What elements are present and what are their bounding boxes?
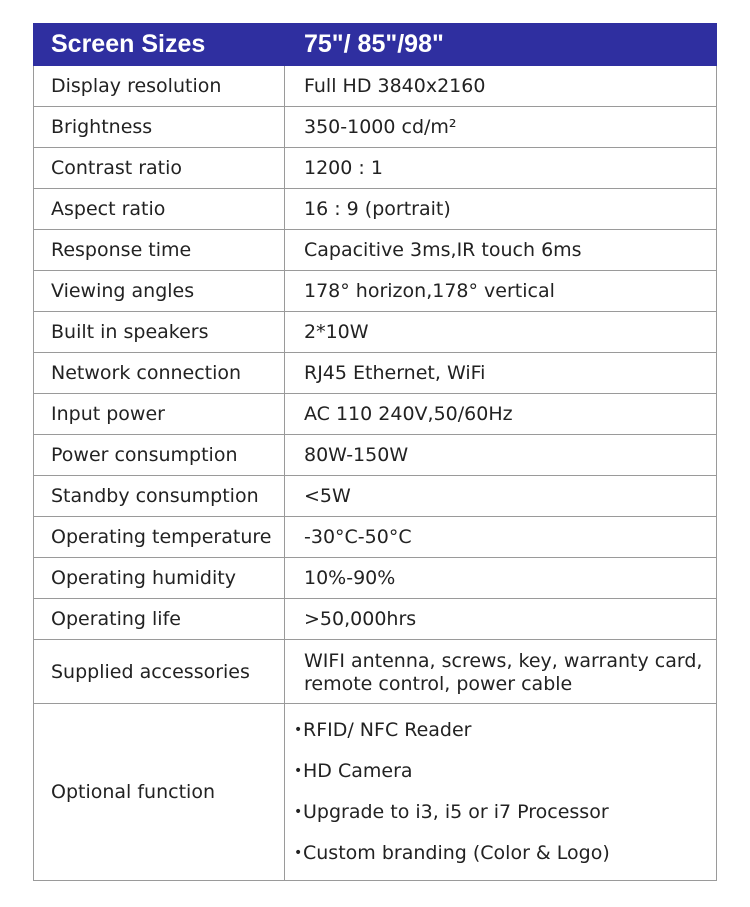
table-row <box>34 353 717 394</box>
row-value: 1200 : 1 <box>285 148 717 189</box>
table-row <box>34 107 717 148</box>
row-label: Operating life <box>34 599 285 640</box>
spec-table <box>33 23 717 881</box>
row-label: Standby consumption <box>34 476 285 517</box>
row-label: Network connection <box>34 353 285 394</box>
row-label: Operating humidity <box>34 558 285 599</box>
optional-function-row <box>34 704 717 881</box>
header-screen-sizes: Screen Sizes <box>34 24 285 66</box>
row-value: 16 : 9 (portrait) <box>285 189 717 230</box>
row-label: Contrast ratio <box>34 148 285 189</box>
header-row <box>34 24 717 66</box>
row-label: Brightness <box>34 107 285 148</box>
list-item <box>294 757 716 798</box>
row-label: Response time <box>34 230 285 271</box>
row-value: 350-1000 cd/m² <box>285 107 717 148</box>
row-label: Aspect ratio <box>34 189 285 230</box>
row-label: Display resolution <box>34 66 285 107</box>
table-row <box>34 189 717 230</box>
row-label: Optional function <box>34 704 285 881</box>
row-value: -30°C-50°C <box>285 517 717 558</box>
table-row <box>34 517 717 558</box>
table-row <box>34 640 717 704</box>
table-row <box>34 599 717 640</box>
optional-function-list-cell <box>285 704 717 881</box>
list-item-text: Upgrade to i3, i5 or i7 Processor <box>303 801 609 823</box>
header-sizes-value: 75"/ 85"/98" <box>285 24 717 66</box>
row-value: AC 110 240V,50/60Hz <box>285 394 717 435</box>
row-value: RJ45 Ethernet, WiFi <box>285 353 717 394</box>
row-label: Power consumption <box>34 435 285 476</box>
row-label: Built in speakers <box>34 312 285 353</box>
row-value: 80W-150W <box>285 435 717 476</box>
table-row <box>34 312 717 353</box>
table-row <box>34 476 717 517</box>
optional-function-list <box>294 716 716 880</box>
row-value <box>285 640 717 704</box>
bullet-icon: • <box>294 804 303 820</box>
row-label: Viewing angles <box>34 271 285 312</box>
list-item-text: RFID/ NFC Reader <box>303 719 472 741</box>
list-item-text: HD Camera <box>303 760 413 782</box>
row-value: Full HD 3840x2160 <box>285 66 717 107</box>
row-label: Operating temperature <box>34 517 285 558</box>
row-value: 10%-90% <box>285 558 717 599</box>
table-row <box>34 558 717 599</box>
row-value: <5W <box>285 476 717 517</box>
bullet-icon: • <box>294 722 303 738</box>
row-value: 2*10W <box>285 312 717 353</box>
table-row <box>34 66 717 107</box>
table-row <box>34 394 717 435</box>
accessories-line-2: remote control, power cable <box>304 672 573 695</box>
table-row <box>34 435 717 476</box>
list-item <box>294 798 716 839</box>
row-value: Capacitive 3ms,IR touch 6ms <box>285 230 717 271</box>
list-item <box>294 839 716 880</box>
list-item-text: Custom branding (Color & Logo) <box>303 842 610 864</box>
table-row <box>34 271 717 312</box>
bullet-icon: • <box>294 763 303 779</box>
row-label: Input power <box>34 394 285 435</box>
table-row <box>34 230 717 271</box>
row-value: >50,000hrs <box>285 599 717 640</box>
row-label: Supplied accessories <box>34 640 285 704</box>
bullet-icon: • <box>294 845 303 861</box>
accessories-line-1: WIFI antenna, screws, key, warranty card, <box>304 649 703 672</box>
list-item <box>294 716 716 757</box>
row-value: 178° horizon,178° vertical <box>285 271 717 312</box>
table-row <box>34 148 717 189</box>
